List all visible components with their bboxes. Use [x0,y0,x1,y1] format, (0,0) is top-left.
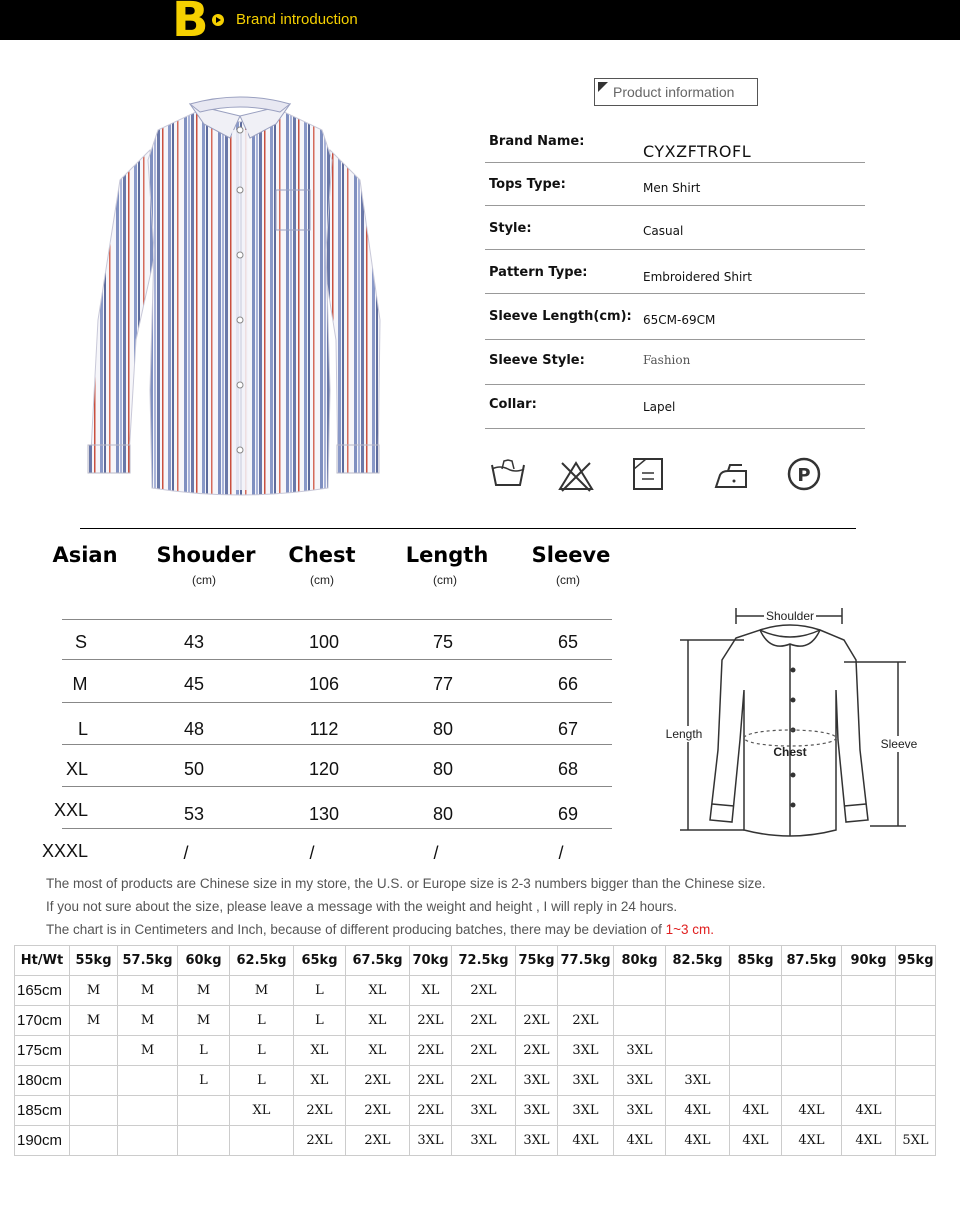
dry-clean-icon [784,455,824,495]
size-recommendation-cell: L [230,1066,294,1096]
size-recommendation-cell [516,976,558,1006]
size-recommendation-cell: XL [346,976,410,1006]
size-recommendation-cell: 3XL [614,1096,666,1126]
size-recommendation-cell [896,1096,936,1126]
size-recommendation-cell [118,1096,178,1126]
size-recommendation-cell: M [118,1006,178,1036]
info-row-pattern-type [485,249,865,294]
size-recommendation-cell: 3XL [410,1126,452,1156]
size-recommendation-cell: 2XL [346,1066,410,1096]
size-note-2: If you not sure about the size, please leave a message with the weight and height , I will reply in 24 hours. [46,899,678,914]
size-length: 80 [432,719,454,739]
size-row-divider [62,702,612,703]
size-recommendation-cell: 2XL [558,1006,614,1036]
info-row-collar [485,384,865,429]
tumble-dry-icon [628,455,668,495]
size-recommendation-cell: 4XL [842,1096,896,1126]
size-recommendation-cell [842,1006,896,1036]
size-label: M [72,674,88,694]
size-recommendation-cell [896,1036,936,1066]
info-row-sleeve-length [485,295,865,340]
size-label: XXL [53,800,89,820]
size-recommendation-cell [70,1066,118,1096]
size-row-divider [62,786,612,787]
size-recommendation-cell: 2XL [452,976,516,1006]
size-header-shoulder: Shouder [156,543,256,567]
size-recommendation-cell: 4XL [730,1096,782,1126]
size-note-1: The most of products are Chinese size in my store, the U.S. or Europe size is 2-3 numbers bigger than the Chinese size. [46,876,766,891]
height-weight-table [14,945,936,1156]
size-unit-length: (cm) [433,573,457,587]
size-recommendation-cell [666,1036,730,1066]
weight-header-cell: 60kg [178,946,230,976]
size-recommendation-cell: L [294,976,346,1006]
size-recommendation-cell: 2XL [410,1096,452,1126]
info-label: Pattern Type: [489,265,588,280]
weight-header-cell: 55kg [70,946,118,976]
size-recommendation-cell: 3XL [452,1096,516,1126]
weight-header-cell: 65kg [294,946,346,976]
size-recommendation-cell: M [230,976,294,1006]
info-label: Sleeve Length(cm): [489,309,632,324]
size-label: L [77,719,88,739]
info-value: 65CM-69CM [643,313,716,327]
size-recommendation-cell: 2XL [452,1006,516,1036]
size-recommendation-cell: 5XL [896,1126,936,1156]
info-row-sleeve-style [485,340,865,385]
size-recommendation-cell: M [178,976,230,1006]
size-recommendation-cell [842,1066,896,1096]
size-unit-sleeve: (cm) [556,573,580,587]
size-recommendation-cell: 2XL [410,1036,452,1066]
svg-text:P: P [797,465,811,486]
height-label-cell: 190cm [15,1126,70,1156]
size-recommendation-cell: 3XL [614,1036,666,1066]
weight-header-cell: 90kg [842,946,896,976]
size-recommendation-cell: 3XL [516,1126,558,1156]
table-row [15,976,936,1006]
size-recommendation-cell [730,1036,782,1066]
size-recommendation-cell: M [70,976,118,1006]
measurement-diagram [660,600,920,850]
size-recommendation-cell [118,1066,178,1096]
diagram-label-sleeve: Sleeve [880,737,918,751]
size-recommendation-cell [842,976,896,1006]
size-length: 77 [432,674,454,694]
product-information-heading [594,78,758,106]
diagram-label-chest: Chest [773,745,807,759]
size-recommendation-cell: XL [230,1096,294,1126]
size-recommendation-cell: M [118,1036,178,1066]
size-chest: 130 [308,804,340,824]
size-recommendation-cell [70,1036,118,1066]
size-recommendation-cell: 2XL [294,1126,346,1156]
info-value: Fashion [643,353,691,367]
size-recommendation-cell: 4XL [782,1126,842,1156]
weight-header-cell: 87.5kg [782,946,842,976]
size-recommendation-cell [730,1006,782,1036]
size-recommendation-cell [666,976,730,1006]
table-row [15,1066,936,1096]
corner-triangle-icon [598,82,608,92]
size-recommendation-cell: 2XL [410,1006,452,1036]
weight-header-cell: 72.5kg [452,946,516,976]
height-label-cell: 185cm [15,1096,70,1126]
size-recommendation-cell: 2XL [346,1126,410,1156]
diagram-label-length: Length [665,727,703,741]
size-recommendation-cell: L [178,1066,230,1096]
size-recommendation-cell [896,976,936,1006]
size-recommendation-cell: XL [346,1006,410,1036]
size-recommendation-cell: 3XL [614,1066,666,1096]
size-length: 80 [432,804,454,824]
header-bar [0,0,960,48]
iron-icon [712,455,752,495]
size-recommendation-cell [730,976,782,1006]
table-row [15,1036,936,1066]
size-note-3 [46,922,714,937]
size-sleeve: 67 [557,719,579,739]
size-recommendation-cell [782,1006,842,1036]
size-recommendation-cell: 4XL [558,1126,614,1156]
size-sleeve: 66 [557,674,579,694]
size-recommendation-cell: 3XL [558,1066,614,1096]
size-recommendation-cell: M [118,976,178,1006]
size-recommendation-cell [782,1036,842,1066]
info-value: Men Shirt [643,181,701,195]
weight-header-cell: 85kg [730,946,782,976]
size-recommendation-cell: XL [294,1066,346,1096]
shirt-product-image [80,90,400,500]
size-recommendation-cell [70,1096,118,1126]
size-recommendation-cell: M [70,1006,118,1036]
table-corner-cell: Ht/Wt [15,946,70,976]
size-chest: 112 [309,719,339,739]
size-recommendation-cell [558,976,614,1006]
size-recommendation-cell: 4XL [842,1126,896,1156]
size-length: 75 [432,632,454,652]
size-row-divider [62,828,612,829]
weight-header-cell: 77.5kg [558,946,614,976]
weight-header-cell: 57.5kg [118,946,178,976]
height-label-cell: 175cm [15,1036,70,1066]
product-information-title: Product information [613,84,735,100]
size-label: S [74,632,87,652]
size-recommendation-cell [178,1126,230,1156]
size-recommendation-cell [842,1036,896,1066]
size-sleeve: 65 [557,632,579,652]
size-recommendation-cell: 2XL [294,1096,346,1126]
size-recommendation-cell: 2XL [346,1096,410,1126]
table-row [15,1096,936,1126]
size-shoulder: 43 [183,632,205,652]
size-sleeve: / [558,843,564,863]
brand-logo-letter: B [172,0,209,48]
size-recommendation-cell: 3XL [452,1126,516,1156]
height-label-cell: 170cm [15,1006,70,1036]
info-label: Tops Type: [489,177,566,192]
info-row-style [485,205,865,250]
section-divider [80,528,856,529]
table-row [15,1126,936,1156]
size-recommendation-cell: M [178,1006,230,1036]
info-label: Brand Name: [489,134,585,149]
size-recommendation-cell [896,1066,936,1096]
table-header-row [15,946,936,976]
size-unit-chest: (cm) [310,573,334,587]
size-row-divider [62,744,612,745]
size-length: / [433,843,439,863]
info-value: CYXZFTROFL [643,142,752,161]
size-chest: 100 [308,632,340,652]
size-recommendation-cell: 2XL [452,1036,516,1066]
weight-header-cell: 82.5kg [666,946,730,976]
size-header-asian: Asian [52,543,118,567]
info-value: Casual [643,224,684,238]
size-recommendation-cell: 3XL [516,1096,558,1126]
size-recommendation-cell: 4XL [782,1096,842,1126]
size-chest: / [309,843,315,863]
weight-header-cell: 67.5kg [346,946,410,976]
size-recommendation-cell: 4XL [666,1096,730,1126]
size-sleeve: 69 [557,804,579,824]
size-recommendation-cell: XL [294,1036,346,1066]
size-recommendation-cell: XL [346,1036,410,1066]
height-label-cell: 180cm [15,1066,70,1096]
info-label: Sleeve Style: [489,353,585,368]
size-recommendation-cell [782,1066,842,1096]
size-recommendation-cell [614,976,666,1006]
size-recommendation-cell: L [230,1036,294,1066]
diagram-label-shoulder: Shoulder [765,609,815,623]
size-recommendation-cell [118,1126,178,1156]
size-recommendation-cell: 3XL [558,1096,614,1126]
size-recommendation-cell [614,1006,666,1036]
size-shoulder: 50 [183,759,205,779]
size-recommendation-cell: 4XL [614,1126,666,1156]
table-row [15,1006,936,1036]
size-recommendation-cell: L [294,1006,346,1036]
size-note-3-text: The chart is in Centimeters and Inch, because of different producing batches, there may be deviation of [46,922,666,937]
size-label: XL [65,759,89,779]
info-value: Embroidered Shirt [643,270,752,284]
size-sleeve: 68 [557,759,579,779]
size-recommendation-cell: 2XL [516,1036,558,1066]
size-chest: 106 [308,674,340,694]
hand-wash-icon [488,455,528,495]
info-row-brand-name [485,118,865,163]
size-recommendation-cell: XL [410,976,452,1006]
weight-header-cell: 75kg [516,946,558,976]
info-label: Style: [489,221,532,236]
size-recommendation-cell: 2XL [410,1066,452,1096]
deviation-range: 1~3 cm. [665,922,715,937]
size-length: 80 [432,759,454,779]
size-recommendation-cell [666,1006,730,1036]
info-value: Lapel [643,400,676,414]
info-row-tops-type [485,161,865,206]
info-label: Collar: [489,397,537,412]
size-header-sleeve: Sleeve [531,543,611,567]
size-recommendation-cell [70,1126,118,1156]
size-recommendation-cell [230,1126,294,1156]
play-bullet-icon [212,14,224,26]
size-recommendation-cell [896,1006,936,1036]
size-recommendation-cell: 4XL [730,1126,782,1156]
size-recommendation-cell [178,1096,230,1126]
weight-header-cell: 95kg [896,946,936,976]
size-row-divider [62,659,612,660]
size-recommendation-cell: 2XL [516,1006,558,1036]
size-recommendation-cell: 2XL [452,1066,516,1096]
height-label-cell: 165cm [15,976,70,1006]
size-label: XXXL [41,841,89,861]
size-recommendation-cell [782,976,842,1006]
size-header-length: Length [405,543,489,567]
size-row-divider [62,619,612,620]
size-shoulder: 45 [183,674,205,694]
size-shoulder: 53 [183,804,205,824]
size-recommendation-cell: 4XL [666,1126,730,1156]
size-recommendation-cell [730,1066,782,1096]
size-recommendation-cell: 3XL [666,1066,730,1096]
weight-header-cell: 70kg [410,946,452,976]
size-recommendation-cell: L [230,1006,294,1036]
size-recommendation-cell: 3XL [516,1066,558,1096]
size-header-chest: Chest [288,543,356,567]
size-recommendation-cell: L [178,1036,230,1066]
size-shoulder: / [183,843,189,863]
size-unit-shoulder: (cm) [192,573,216,587]
weight-header-cell: 62.5kg [230,946,294,976]
size-shoulder: 48 [183,719,205,739]
no-bleach-icon [556,455,596,495]
header-title: Brand introduction [236,11,358,28]
size-recommendation-cell: 3XL [558,1036,614,1066]
size-chest: 120 [308,759,340,779]
weight-header-cell: 80kg [614,946,666,976]
